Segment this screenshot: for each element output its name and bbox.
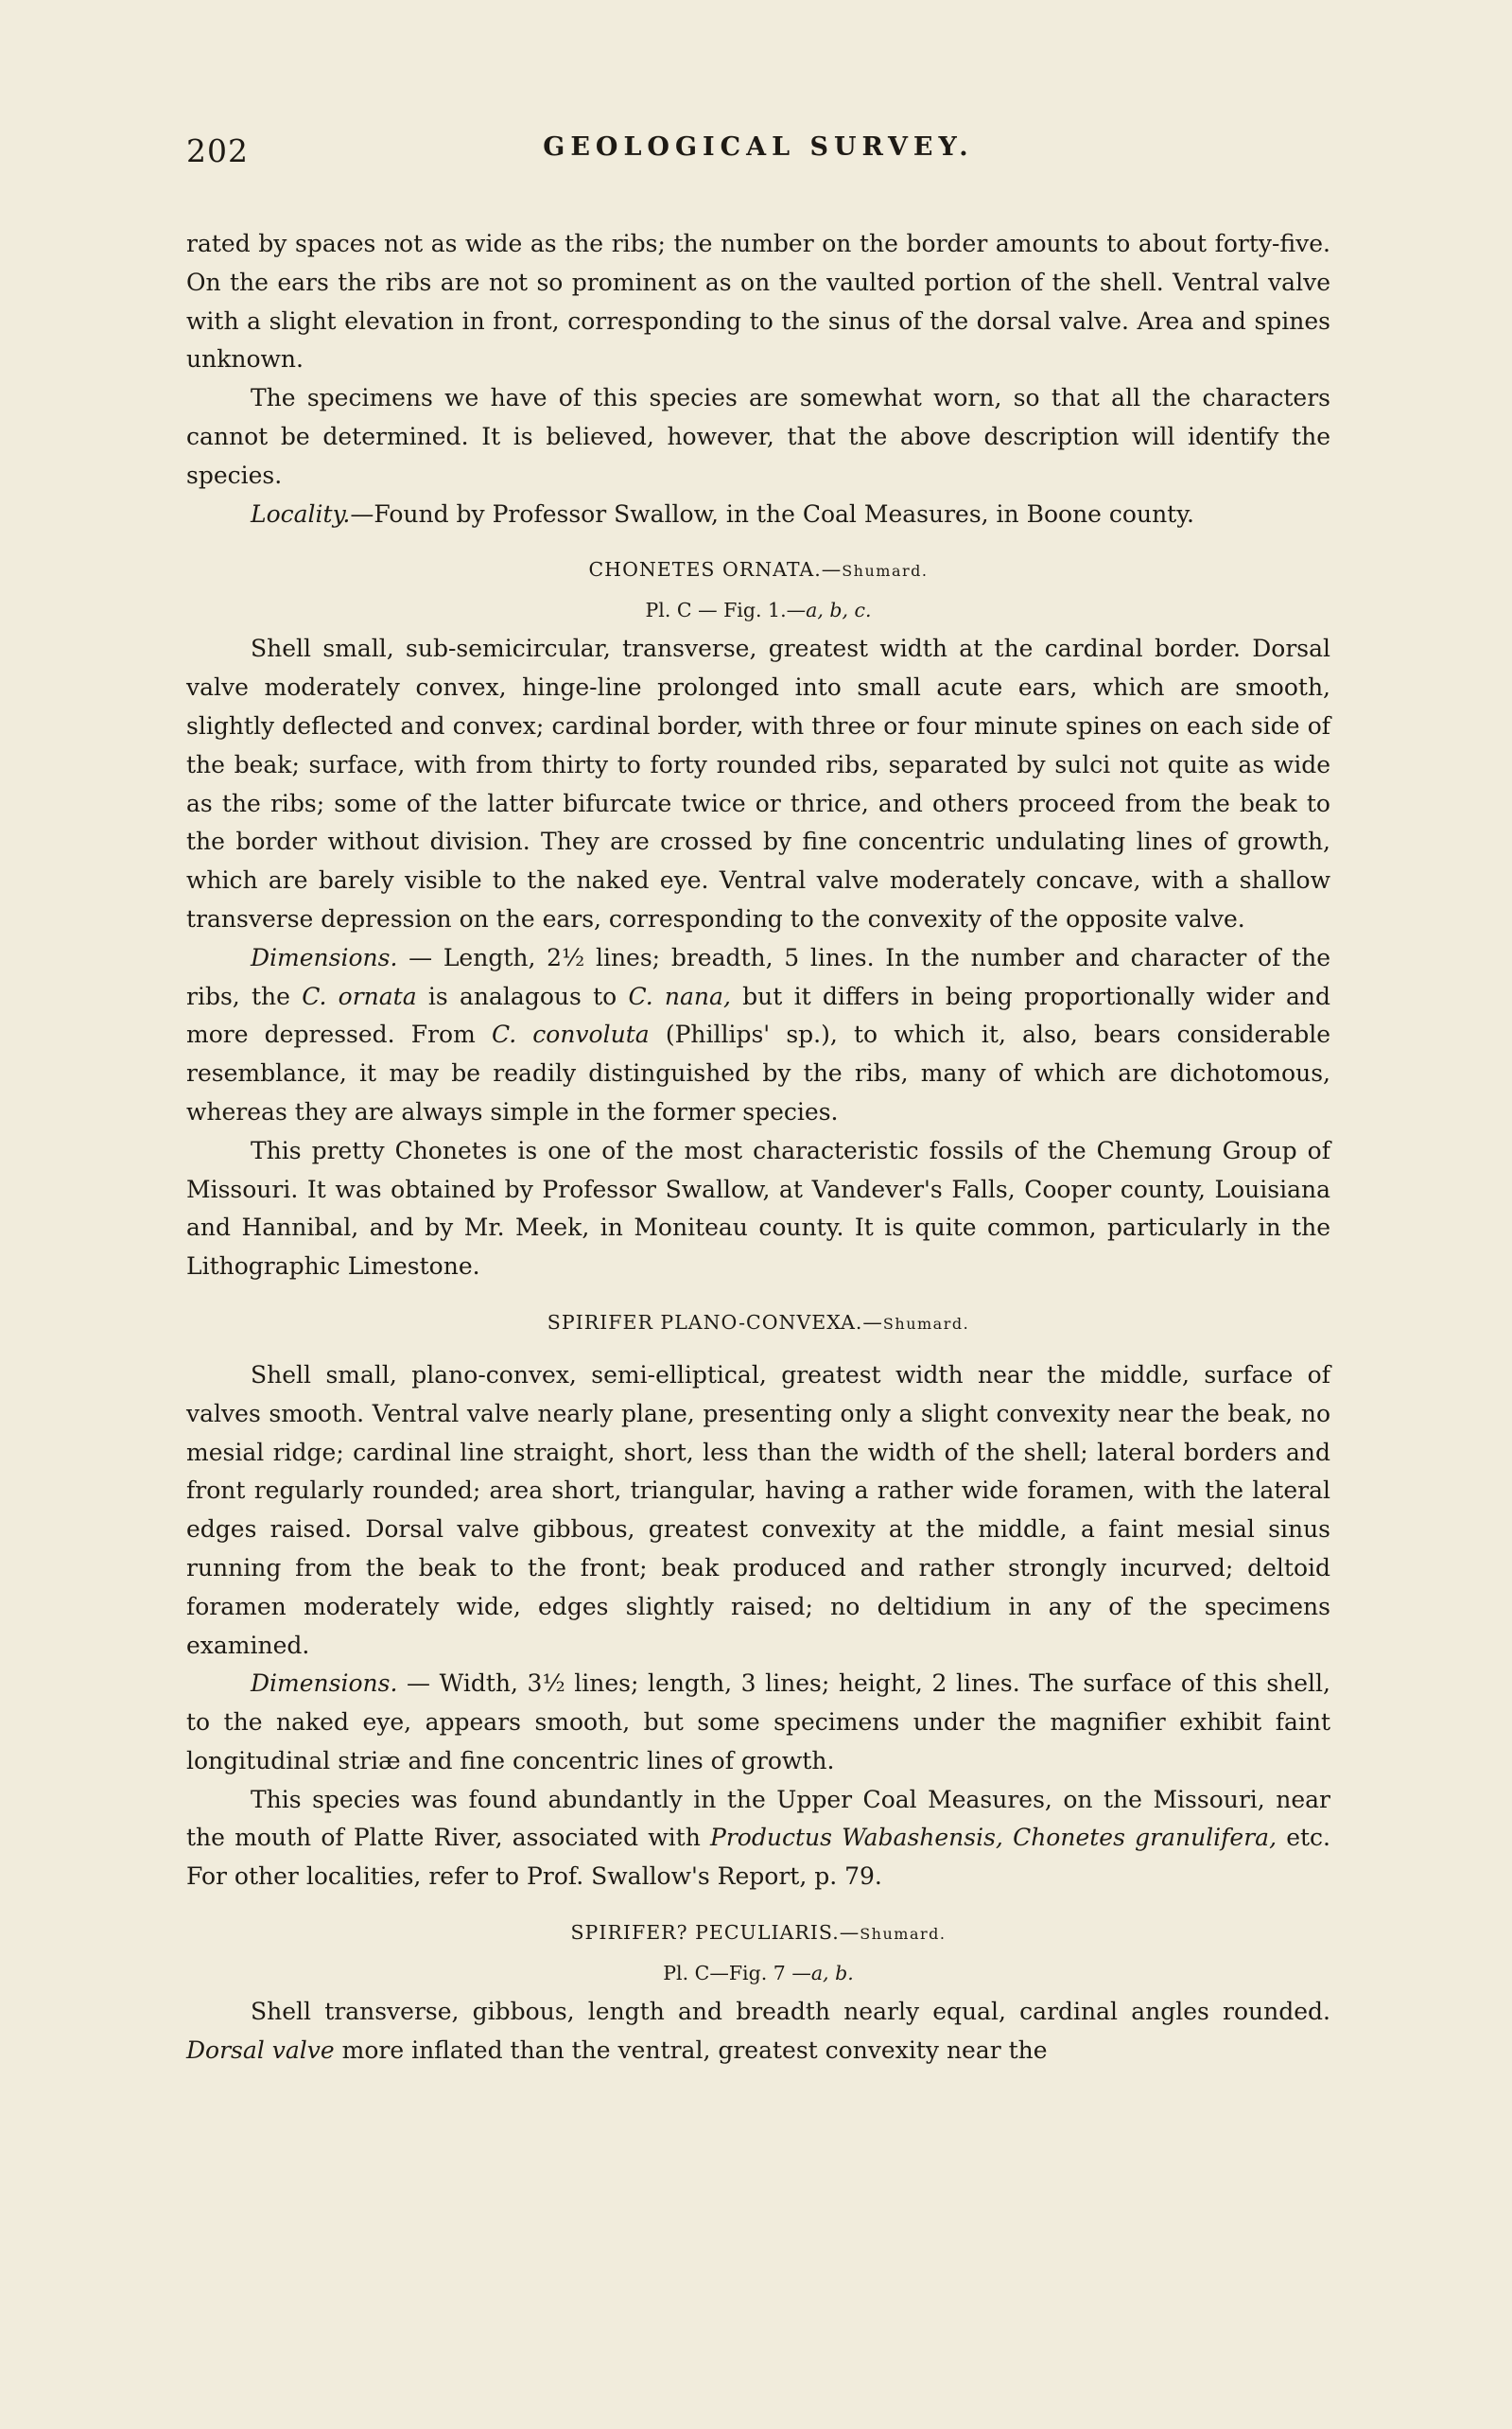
page-header (186, 132, 1330, 180)
page-number: 202 (186, 132, 249, 169)
paragraph-continued: rated by spaces not as wide as the ribs; the number on the border amounts to about forty-five. On the ears the ribs are not so prominent as on the vaulted portion of the shell. Ventral valve with a slight elevation in front, corresponding to the sinus of the dorsal valve. Area and spines unknown. (186, 230, 1330, 374)
species-description: Shell small, plano-convex, semi-elliptical, greatest width near the middle, surface of valves smooth. Ventral valve nearly plane, presenting only a slight convexity near the beak, no mesial ridge; cardinal line straight, short, less than the width of the shell; lateral borders and front regularly rounded; area short, triangular, having a rather wide foramen, with the lateral edges raised. Dorsal valve gibbous, greatest convexity at the middle, a faint mesial sinus running from the beak to the front; beak produced and rather strongly incurved; deltoid foramen moderately wide, edges slightly raised; no deltidium in any of the specimens examined. (186, 1360, 1330, 1659)
dimensions-paragraph (186, 939, 1330, 1132)
desc-italic: Dorsal valve (186, 2036, 335, 2064)
locality-paragraph (186, 496, 1330, 534)
locality-text: —Found by Professor Swallow, in the Coal Measures, in Boone county. (350, 499, 1194, 528)
plate-ref-prefix: Pl. C—Fig. 7 — (663, 1962, 811, 1985)
desc-text-1: Shell transverse, gibbous, length and breadth nearly equal, cardinal angles rounded. (251, 1998, 1330, 2026)
species-description: Shell small, sub-semicircular, transverse, greatest width at the cardinal border. Dorsal valve moderately convex, hinge-line prolonged into small acute ears, which are smooth, slightly deflected and convex; cardinal border, with three or four minute spines on each side of the beak; surface, with from thirty to forty rounded ribs, separated by sulci not quite as wide as the ribs; some of the latter bifurcate twice or thrice, and others proceed from the beak to the border without division. They are crossed by fine concentric undulating lines of growth, which are barely visible to the naked eye. Ventral valve moderately concave, with a shallow transverse depression on the ears, corresponding to the convexity of the opposite valve. (186, 635, 1330, 933)
dimensions-label: Dimensions. (251, 943, 398, 971)
dim-italic-1: C. ornata (302, 982, 417, 1010)
plate-reference (186, 1959, 1330, 1987)
species-name: SPIRIFER? PECULIARIS.— (570, 1921, 860, 1945)
paragraph: The specimens we have of this species are somewhat worn, so that all the characters cannot be determined. It is believed, however, that the above description will identify the species. (186, 384, 1330, 489)
dim-italic-3: C. convoluta (491, 1021, 650, 1049)
running-title: GEOLOGICAL SURVEY. (543, 132, 974, 162)
dimensions-label: Dimensions. (251, 1669, 398, 1698)
occ-text-1: This species was found abundantly in the Upper Coal Measures, on the Missouri, near the mouth of Platte River, associated with (186, 1785, 1330, 1852)
species-author: Shumard. (882, 1314, 970, 1333)
dim-text-2: is analagous to (416, 982, 629, 1010)
dim-text: — Width, 3½ lines; length, 3 lines; height, 2 lines. The surface of this shell, to the naked eye, appears smooth, but some specimens under the magnifier exhibit faint longitudinal striæ and fine concentric lines of growth. (186, 1669, 1330, 1774)
species-heading-spirifer-peculiaris (186, 1917, 1330, 1949)
locality-label: Locality. (251, 499, 351, 528)
dim-text-4: (Phillips' sp.), to which it, also, bears considerable resemblance, it may be readily distinguished by the ribs, many of which are dichotomous, whereas they are always simple in the former species. (186, 1021, 1330, 1126)
body-text (186, 225, 1330, 2071)
species-name: CHONETES ORNATA.— (588, 558, 843, 582)
species-name: SPIRIFER PLANO-CONVEXA.— (547, 1310, 883, 1334)
species-heading-spirifer-plano-convexa (186, 1307, 1330, 1339)
species-description (186, 1993, 1330, 2071)
desc-text-2: more inflated than the ventral, greatest convexity near the (334, 2036, 1048, 2064)
occ-italic-1: Productus Wabashensis, Chonetes granulifera, (710, 1824, 1277, 1852)
species-heading-chonetes-ornata (186, 554, 1330, 586)
plate-ref-prefix: Pl. C — Fig. 1.— (645, 599, 807, 622)
occurrence-paragraph: This pretty Chonetes is one of the most characteristic fossils of the Chemung Group of Missouri. It was obtained by Professor Swallow, at Vandever's Falls, Cooper county, Louisiana and Hannibal, and by Mr. Meek, in Moniteau county. It is quite common, particularly in the Lithographic Limestone. (186, 1136, 1330, 1281)
plate-reference (186, 596, 1330, 624)
plate-ref-figs: a, b, c. (806, 599, 872, 622)
dim-text-1: — Length, 2½ lines; breadth, 5 lines. In the number and character of the ribs, the (186, 943, 1330, 1010)
dimensions-paragraph (186, 1665, 1330, 1780)
occ-text-2: etc. For other localities, refer to Prof. Swallow's Report, p. 79. (186, 1824, 1330, 1891)
spacer (186, 1349, 1330, 1356)
plate-ref-figs: a, b. (810, 1962, 854, 1985)
dim-italic-2: C. nana, (628, 982, 731, 1010)
species-author: Shumard. (842, 562, 929, 581)
species-author: Shumard. (860, 1925, 947, 1944)
dim-text-3: but it differs in being proportionally wider and more depressed. From (186, 982, 1330, 1049)
occurrence-paragraph (186, 1781, 1330, 1896)
